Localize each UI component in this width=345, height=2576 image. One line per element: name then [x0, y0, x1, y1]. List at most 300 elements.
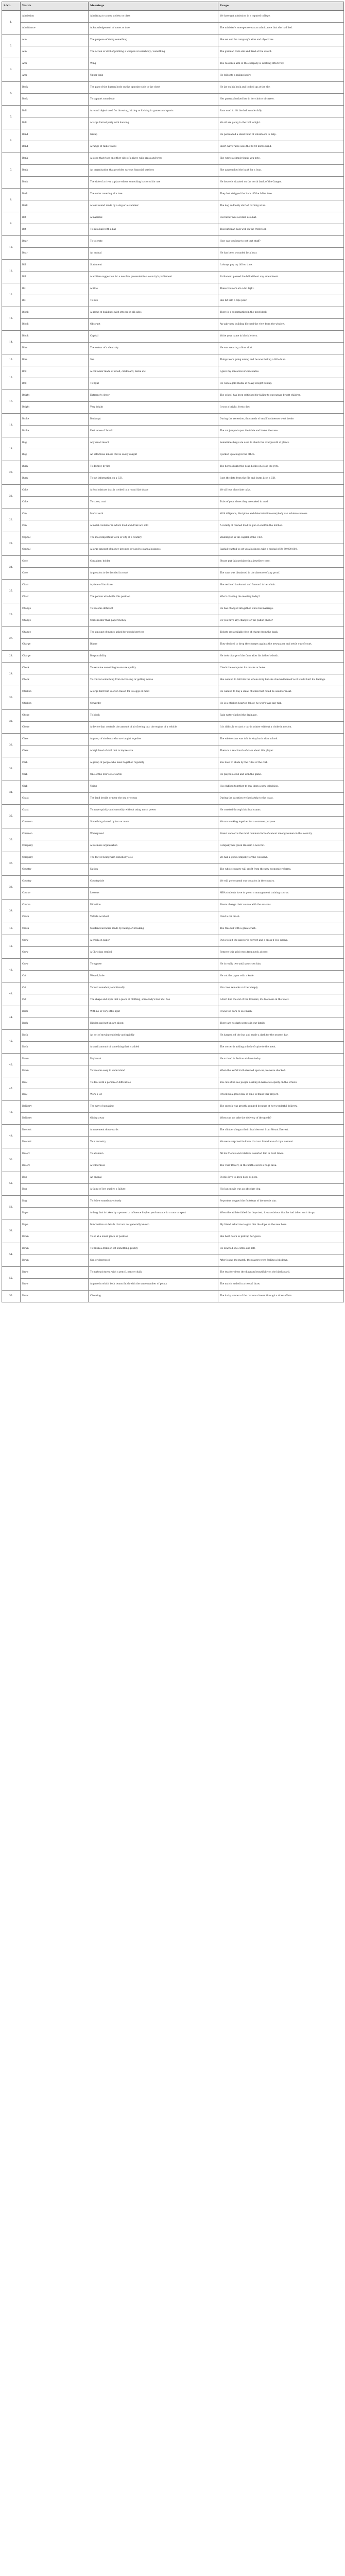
word-cell: Arm — [21, 70, 89, 82]
meaning-cell: A mammal — [89, 212, 218, 224]
word-cell: Check — [21, 663, 89, 674]
word-cell: Desert — [21, 1148, 89, 1160]
meaning-cell: Work a lot — [89, 1089, 218, 1101]
table-row — [2, 1184, 344, 1196]
serial-number: 27. — [2, 627, 21, 651]
usage-cell: Rain water choked the drainage. — [218, 710, 344, 722]
table-row — [2, 615, 344, 627]
usage-cell: Reporters dogged the footsteps of the movie star. — [218, 1196, 344, 1208]
table-row — [2, 959, 344, 971]
table-row — [2, 994, 344, 1006]
table-row — [2, 674, 344, 686]
table-row — [2, 947, 344, 959]
meaning-cell: A slope that rises on either side of a river, with grass and trees — [89, 153, 218, 165]
header-words: Words — [21, 2, 89, 11]
meaning-cell: A question to be decided in court — [89, 568, 218, 580]
table-row — [2, 331, 344, 343]
meaning-cell: A piece of furniture — [89, 580, 218, 591]
word-cell: Box — [21, 378, 89, 390]
word-cell: Arm — [21, 58, 89, 70]
word-cell: Aim — [21, 46, 89, 58]
word-cell: Desert — [21, 1160, 89, 1172]
usage-cell: I got the data from the file and burnt it on a C.D. — [218, 473, 344, 485]
meaning-cell: Blame — [89, 639, 218, 651]
usage-cell: He jumped off the bus and made a dash for the nearest bar. — [218, 1030, 344, 1042]
table-row — [2, 1279, 344, 1291]
word-cell: Box — [21, 366, 89, 378]
usage-cell: MBA students have to go on a management training course. — [218, 888, 344, 900]
word-cell: Capital — [21, 532, 89, 544]
table-row — [2, 46, 344, 58]
usage-cell: The case was dismissed in the absence of any proof. — [218, 568, 344, 580]
table-row — [2, 1125, 344, 1137]
meaning-cell: Coins rather than paper money — [89, 615, 218, 627]
word-cell: Cut — [21, 982, 89, 994]
serial-number: 19. — [2, 437, 21, 461]
usage-cell: It is difficult to start a car in winter without a choke in motion. — [218, 722, 344, 734]
meaning-cell: The part of the human body on the opposite side to the chest — [89, 82, 218, 94]
serial-number: 35. — [2, 805, 21, 828]
meaning-cell: Choosing — [89, 1291, 218, 1302]
table-row — [2, 70, 344, 82]
word-cell: Admission — [21, 11, 89, 23]
word-cell: Cake — [21, 497, 89, 509]
table-row — [2, 805, 344, 817]
meaning-cell: The person who holds this position — [89, 591, 218, 603]
usage-cell: You have to abide by the rules of the club. — [218, 757, 344, 769]
word-cell: Deal — [21, 1089, 89, 1101]
table-row — [2, 1208, 344, 1219]
usage-cell: I always pay my bill on time. — [218, 260, 344, 272]
meaning-cell: Very bright — [89, 402, 218, 414]
serial-number: 36. — [2, 828, 21, 852]
word-cell: Dawn — [21, 1065, 89, 1077]
table-row — [2, 1160, 344, 1172]
serial-number: 17. — [2, 390, 21, 414]
serial-number: 46. — [2, 1054, 21, 1077]
table-row — [2, 319, 344, 331]
table-row — [2, 94, 344, 106]
table-row — [2, 485, 344, 497]
table-row — [2, 532, 344, 544]
usage-cell: He persuaded a small band of volunteers to help. — [218, 129, 344, 141]
meaning-cell: Wing — [89, 58, 218, 70]
table-row — [2, 1113, 344, 1125]
meaning-cell: The land beside or near the sea or ocean — [89, 793, 218, 805]
word-cell: Bark — [21, 189, 89, 200]
serial-number: 21. — [2, 485, 21, 509]
usage-cell: He won a gold medal in heavy weight boxing. — [218, 378, 344, 390]
usage-cell: She wanted to tell him the whole story but she checked herself as it would hurt his feelings. — [218, 674, 344, 686]
meaning-cell: Lessons — [89, 888, 218, 900]
word-cell: Chair — [21, 580, 89, 591]
word-cell: Cut — [21, 994, 89, 1006]
word-cell: Crow — [21, 935, 89, 947]
table-row — [2, 982, 344, 994]
word-cell: Cake — [21, 485, 89, 497]
word-cell: Ball — [21, 117, 89, 129]
word-cell: Bank — [21, 153, 89, 165]
meaning-cell: To deal with a person or difficulties — [89, 1077, 218, 1089]
header-sno: S.No. — [2, 2, 21, 11]
serial-number: 23. — [2, 532, 21, 556]
meaning-cell: Acknowledgement of some as true — [89, 23, 218, 35]
table-row — [2, 734, 344, 745]
meaning-cell: Vehicle accident — [89, 911, 218, 923]
usage-cell: We had a good company for the weekend. — [218, 852, 344, 864]
word-cell: Dark — [21, 1006, 89, 1018]
usage-cell: During the vacation we had a trip to the coast. — [218, 793, 344, 805]
word-cell: Back — [21, 82, 89, 94]
meaning-cell: A drug that is taken by a person to influence his/her performance in a race or sport — [89, 1208, 218, 1219]
usage-cell: The heroes burnt the dead bodies in close the pyre. — [218, 461, 344, 473]
word-cell: Can — [21, 520, 89, 532]
table-row — [2, 828, 344, 840]
meaning-cell: Admitting to a new society or class — [89, 11, 218, 23]
table-row — [2, 745, 344, 757]
serial-number: 1. — [2, 11, 21, 35]
word-cell: Broke — [21, 414, 89, 426]
usage-cell: He wanted to buy a small chicken that could be used for meat. — [218, 686, 344, 698]
usage-cell: An ugly new building blocked the view from the window. — [218, 319, 344, 331]
usage-cell: I picked up a bug in the office. — [218, 449, 344, 461]
word-cell: Bill — [21, 260, 89, 272]
table-row — [2, 639, 344, 651]
word-cell: Burn — [21, 461, 89, 473]
table-row — [2, 1065, 344, 1077]
table-row — [2, 1137, 344, 1148]
word-cell: Blue — [21, 354, 89, 366]
usage-cell: She bit into a ripe pear. — [218, 295, 344, 307]
meaning-cell: The shape and style that a piece of clothing, somebody's hair etc. has — [89, 994, 218, 1006]
table-row — [2, 817, 344, 828]
table-row — [2, 354, 344, 366]
serial-number: 25. — [2, 580, 21, 603]
serial-number: 2. — [2, 35, 21, 58]
word-cell: Bit — [21, 283, 89, 295]
table-row — [2, 769, 344, 781]
usage-cell: His last movie was an absolute dog. — [218, 1184, 344, 1196]
usage-cell: The gunman took aim and fired at the crowd. — [218, 46, 344, 58]
meaning-cell: To support somebody — [89, 94, 218, 106]
usage-cell: He played a club and won the game. — [218, 769, 344, 781]
usage-cell: Tickets are available free of charge from the bank. — [218, 627, 344, 639]
table-row — [2, 1077, 344, 1089]
meaning-cell: A large bird that is often raised for its eggs or meat — [89, 686, 218, 698]
meaning-cell: Using — [89, 781, 218, 793]
word-cell: Descent — [21, 1137, 89, 1148]
serial-number: 28. — [2, 651, 21, 663]
word-cell: Bright — [21, 402, 89, 414]
meaning-cell: The outer covering of a tree — [89, 189, 218, 200]
usage-cell: During the recession, thousands of small businesses went broke. — [218, 414, 344, 426]
table-row — [2, 580, 344, 591]
table-row — [2, 686, 344, 698]
serial-number: 37. — [2, 852, 21, 876]
usage-cell: She set out the company's aims and objectives. — [218, 35, 344, 46]
table-row — [2, 461, 344, 473]
meaning-cell: Countryside — [89, 876, 218, 888]
table-row — [2, 923, 344, 935]
meaning-cell: Obstruct — [89, 319, 218, 331]
usage-cell: His clubbed together to buy them a new television. — [218, 781, 344, 793]
meaning-cell: An act of moving suddenly and quickly — [89, 1030, 218, 1042]
meaning-cell: A Christian symbol — [89, 947, 218, 959]
usage-cell: They had stripped the bark off the fallen tree. — [218, 189, 344, 200]
meaning-cell: A range of radio waves — [89, 141, 218, 153]
serial-number: 56. — [2, 1291, 21, 1302]
word-cell: Down — [21, 1255, 89, 1267]
meaning-cell: A device that controls the amount of air flowing into the engine of a vehicle — [89, 722, 218, 734]
table-row — [2, 390, 344, 402]
word-cell: Club — [21, 769, 89, 781]
table-row — [2, 627, 344, 639]
usage-cell: We were surprised to know that our friend was of royal descent. — [218, 1137, 344, 1148]
meaning-cell: The amount of money asked for goods/services — [89, 627, 218, 639]
meaning-cell: To put information on a C.D. — [89, 473, 218, 485]
serial-number: 18. — [2, 414, 21, 437]
meaning-cell: A loud sound made by a dog or a stammer — [89, 200, 218, 212]
table-row — [2, 343, 344, 354]
serial-number: 33. — [2, 757, 21, 781]
usage-cell: Parliament passed the bill without any amendment. — [218, 272, 344, 283]
usage-cell: The teacher drew the diagram beautifully on the blackboard. — [218, 1267, 344, 1279]
usage-cell: The match ended in a two all draw. — [218, 1279, 344, 1291]
table-row — [2, 568, 344, 580]
meaning-cell: A game in which both teams finish with the same number of points — [89, 1279, 218, 1291]
word-cell: Dope — [21, 1219, 89, 1231]
serial-number: 14. — [2, 331, 21, 354]
usage-cell: Things were going wrong and he was feeling a little blue. — [218, 354, 344, 366]
word-cell: Crow — [21, 947, 89, 959]
meaning-cell: A written suggestion for a new law presented to a country's parliament — [89, 272, 218, 283]
meaning-cell: The way of speaking — [89, 1101, 218, 1113]
usage-cell: The research arm of the company is working effectively. — [218, 58, 344, 70]
serial-number: 51. — [2, 1172, 21, 1196]
table-row — [2, 793, 344, 805]
word-cell: Choke — [21, 722, 89, 734]
meaning-cell: To move quickly and smoothly without using much power — [89, 805, 218, 817]
table-row — [2, 35, 344, 46]
header-meanings: Meanings — [89, 2, 218, 11]
usage-cell: The school has been criticised for failing to encourage bright children. — [218, 390, 344, 402]
word-cell: Dog — [21, 1196, 89, 1208]
table-row — [2, 189, 344, 200]
meaning-cell: Wound, hole — [89, 971, 218, 982]
word-cell: Blue — [21, 343, 89, 354]
word-cell: Choke — [21, 710, 89, 722]
table-row — [2, 663, 344, 674]
meaning-cell: A little — [89, 283, 218, 295]
serial-number: 48. — [2, 1101, 21, 1125]
meaning-cell: To destroy by fire — [89, 461, 218, 473]
meaning-cell: A high level of skill that is impressive — [89, 745, 218, 757]
table-row — [2, 437, 344, 449]
meaning-cell: Responsibility — [89, 651, 218, 663]
table-row — [2, 935, 344, 947]
meaning-cell: Something shared by two or more — [89, 817, 218, 828]
usage-cell: Rashid wanted to set up a business with a capital of Rs 50,000,000. — [218, 544, 344, 556]
table-row — [2, 283, 344, 295]
usage-cell: He is really two until you cross him. — [218, 959, 344, 971]
word-cell: Club — [21, 781, 89, 793]
usage-cell: The Thar Desert, in the north covers a huge area. — [218, 1160, 344, 1172]
usage-cell: We are working together for a common purpose. — [218, 817, 344, 828]
word-cell: Chair — [21, 591, 89, 603]
usage-cell: He lay on his back and looked up at the sky. — [218, 82, 344, 94]
serial-number: 9. — [2, 212, 21, 236]
table-row — [2, 1101, 344, 1113]
meaning-cell: To control something from increasing or getting worse — [89, 674, 218, 686]
table-row — [2, 840, 344, 852]
usage-cell: His cruel remarks cut her deeply. — [218, 982, 344, 994]
header-row — [2, 2, 344, 11]
word-cell: Coast — [21, 793, 89, 805]
table-row — [2, 900, 344, 911]
table-row — [2, 1042, 344, 1054]
usage-cell: He coasted through his final exams. — [218, 805, 344, 817]
table-row — [2, 876, 344, 888]
word-cell: Bug — [21, 449, 89, 461]
word-cell: Class — [21, 734, 89, 745]
meaning-cell: To abandon — [89, 1148, 218, 1160]
word-cell: Broke — [21, 426, 89, 437]
usage-cell: He arrived in Rohtas at dawn today. — [218, 1054, 344, 1065]
word-cell: Block — [21, 319, 89, 331]
table-row — [2, 591, 344, 603]
usage-cell: We have got admission in a reputed college. — [218, 11, 344, 23]
word-cell: Chicken — [21, 686, 89, 698]
usage-cell: A variety of canned food be put on shelf in the kitchen. — [218, 520, 344, 532]
table-row — [2, 497, 344, 509]
word-cell: Class — [21, 745, 89, 757]
table-body — [2, 11, 344, 1302]
meaning-cell: A metal container in which food and drink are sold — [89, 520, 218, 532]
meaning-cell: Upper limb — [89, 70, 218, 82]
serial-number: 4. — [2, 82, 21, 106]
table-row — [2, 1172, 344, 1184]
usage-cell: Please put this necklace in a jewellery case. — [218, 556, 344, 568]
table-row — [2, 153, 344, 165]
meaning-cell: Sad or depressed — [89, 1255, 218, 1267]
word-cell: Admittance — [21, 23, 89, 35]
meaning-cell: To cover, coat — [89, 497, 218, 509]
table-row — [2, 426, 344, 437]
word-cell: Bat — [21, 212, 89, 224]
usage-cell: With diligence, discipline and determination everybody can achieve success. — [218, 509, 344, 520]
table-row — [2, 1255, 344, 1267]
usage-cell: When the awful truth dawned upon us, we were shocked. — [218, 1065, 344, 1077]
table-row — [2, 520, 344, 532]
word-cell: Chicken — [21, 698, 89, 710]
word-cell: Draw — [21, 1267, 89, 1279]
usage-cell: The whole country will profit from the new economic reforms. — [218, 864, 344, 876]
usage-cell: She approached the bank for a loan. — [218, 165, 344, 177]
serial-number: 16. — [2, 366, 21, 390]
serial-number: 26. — [2, 603, 21, 627]
table-row — [2, 1243, 344, 1255]
serial-number: 45. — [2, 1030, 21, 1054]
meaning-cell: A container made of wood, cardboard, metal etc. — [89, 366, 218, 378]
word-cell: Dawn — [21, 1054, 89, 1065]
serial-number: 50. — [2, 1148, 21, 1172]
serial-number: 39. — [2, 900, 21, 923]
word-cell: Dope — [21, 1208, 89, 1219]
meaning-cell: Capital — [89, 331, 218, 343]
word-cell: Cut — [21, 971, 89, 982]
word-cell: Bark — [21, 200, 89, 212]
serial-number: 15. — [2, 354, 21, 366]
table-row — [2, 544, 344, 556]
header-usage: Usage — [218, 2, 344, 11]
usage-cell: They decided to drop the charges against the newspaper and settle out of court. — [218, 639, 344, 651]
meaning-cell: A group of buildings with streets on all sides — [89, 307, 218, 319]
word-cell: Company — [21, 852, 89, 864]
meaning-cell: To bite — [89, 295, 218, 307]
word-cell: Bear — [21, 236, 89, 248]
usage-cell: The tree fell with a great crash. — [218, 923, 344, 935]
table-row — [2, 603, 344, 615]
meaning-cell: A thing of low quality, a failure — [89, 1184, 218, 1196]
usage-cell: There are no dark secrets in our family. — [218, 1018, 344, 1030]
table-row — [2, 1219, 344, 1231]
meaning-cell: Extremely clever — [89, 390, 218, 402]
meaning-cell: Widespread — [89, 828, 218, 840]
word-cell: Crash — [21, 923, 89, 935]
meaning-cell: To tolerate — [89, 236, 218, 248]
word-cell: Draw — [21, 1291, 89, 1302]
serial-number: 11. — [2, 260, 21, 283]
word-cell: Bit — [21, 295, 89, 307]
meaning-cell: To finish a drink or eat something quickly — [89, 1243, 218, 1255]
table-row — [2, 295, 344, 307]
serial-number: 41. — [2, 935, 21, 959]
serial-number: 53. — [2, 1219, 21, 1243]
table-row — [2, 651, 344, 663]
table-row — [2, 852, 344, 864]
word-cell: Delivery — [21, 1113, 89, 1125]
serial-number: 47. — [2, 1077, 21, 1101]
word-cell: Change — [21, 615, 89, 627]
meaning-cell: Any small insect — [89, 437, 218, 449]
table-row — [2, 165, 344, 177]
usage-cell: He downed one coffee and left. — [218, 1243, 344, 1255]
table-row — [2, 1089, 344, 1101]
usage-cell: Put a tick if the answer is correct and a cross if it is wrong. — [218, 935, 344, 947]
serial-number: 12. — [2, 283, 21, 307]
table-row — [2, 473, 344, 485]
word-cell: Burn — [21, 473, 89, 485]
word-cell: Dog — [21, 1184, 89, 1196]
word-cell: Course — [21, 900, 89, 911]
usage-cell: Do you have any change for the public phone? — [218, 615, 344, 627]
usage-cell: He has changed altogether since his marriage. — [218, 603, 344, 615]
word-cell: Coast — [21, 805, 89, 817]
table-row — [2, 224, 344, 236]
usage-cell: He cut the paper with a knife. — [218, 971, 344, 982]
meaning-cell: The action or skill of pointing a weapon at somebody / something — [89, 46, 218, 58]
meaning-cell: An animal — [89, 1172, 218, 1184]
meaning-cell: To hit a ball with a bat — [89, 224, 218, 236]
word-cell: Down — [21, 1231, 89, 1243]
usage-cell: These trousers are a bit tight. — [218, 283, 344, 295]
usage-cell: The whole class was told to stay back after school. — [218, 734, 344, 745]
serial-number: 34. — [2, 781, 21, 805]
usage-cell: He has been wounded by a bear. — [218, 248, 344, 260]
usage-cell: The cat jumped upon the table and broke the vase. — [218, 426, 344, 437]
table-row — [2, 82, 344, 94]
word-cell: Bank — [21, 165, 89, 177]
